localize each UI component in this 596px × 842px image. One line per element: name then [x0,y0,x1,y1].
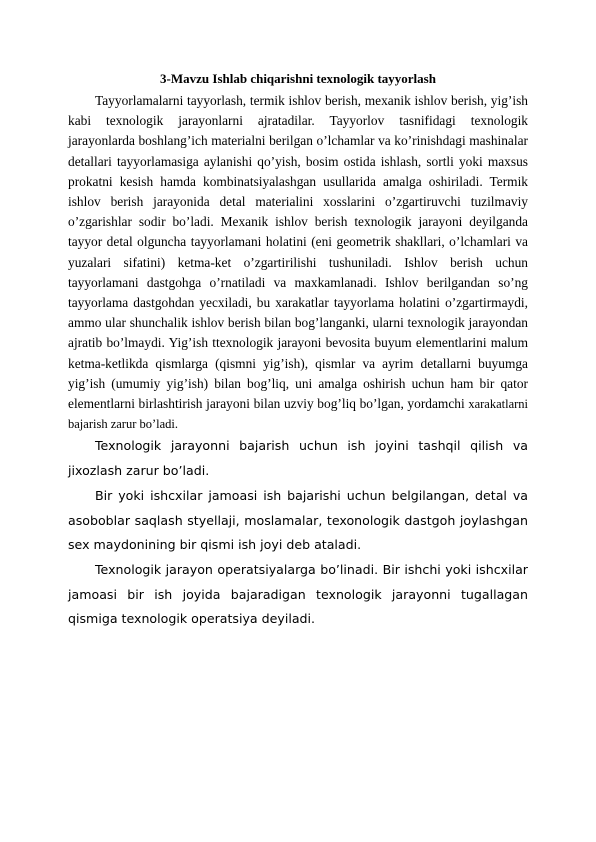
paragraph-technological-processes [68,91,528,434]
paragraph-1-ending: xarakatlarni bajarish zarur bo’ladi. [68,397,528,432]
paragraph-1-text: Tayyorlamalarni tayyorlash, termik ishlov berish, mexanik ishlov berish, yig’ish kabi texnologik jarayonlarni ajratadilar. Tayyorlov tasnifidagi texnologik jarayonlarda boshlang’ich materialni berilgan o’lchamlar va ko’rinishdagi mashinalar detallari tayyorlamasiga aylanishi qo’yish, bosim ostida ishlash, sortli yoki maxsus prokatni kesish hamda kombinatsiyalashgan usullarida amalga oshiriladi. Termik ishlov berish jarayonida detal materialini xosslarini o’zgartiruvchi tuzilmaviy o’zgarishlar sodir bo’ladi. Mexanik ishlov berish texnologik jarayoni deyilganda tayyor detal olguncha tayyorlamani holatini (eni geometrik shakllari, o’lchamlari va yuzalari sifatini) ketma-ket o’zgartirilishi tushuniladi. Ishlov berish uchun tayyorlamani dastgohga o’rnatiladi va maxkamlanadi. Ishlov berilgandan so’ng tayyorlama dastgohdan yecxiladi, bu xarakatlar tayyorlama holatini o’zgartirmaydi, ammo ular shunchalik ishlov berish bilan bog’langanki, ularni texnologik jarayondan ajratib bo’lmaydi. Yig’ish ttexnologik jarayoni bevosita buyum elementlarini malum ketma-ketlikda qismlarga (qismni yig’ish), qismlar va ayrim detallarni buyumga yig’ish (umumiy yig’ish) bilan bog’liq, uni amalga oshirish uchun ham bir qator elementlarni birlashtirish jarayoni bilan uzviy bog’liq bo’lgan, yordamchi [68,93,528,412]
document-page [68,70,528,632]
paragraph-workplace-definition: Bir yoki ishcxilar jamoasi ish bajarishi uchun belgilangan, detal va asoboblar saqlash styellaji, moslamalar, texonologik dastgoh joylashgan sex maydonining bir qismi ish joyi deb ataladi. [68,487,528,553]
paragraph-workplace-organization: Texnologik jarayonni bajarish uchun ish joyini tashqil qilish va jixozlash zarur bo’ladi. [68,438,528,479]
page-title: 3-Mavzu Ishlab chiqarishni texnologik tayyorlash [160,71,436,86]
paragraph-operation-definition: Texnologik jarayon operatsiyalarga bo’linadi. Bir ishchi yoki ishcxilar jamoasi bir ish joyida bajaradigan texnologik jarayonni tugallagan qismiga texnologik operatsiya deyiladi. [68,561,528,627]
